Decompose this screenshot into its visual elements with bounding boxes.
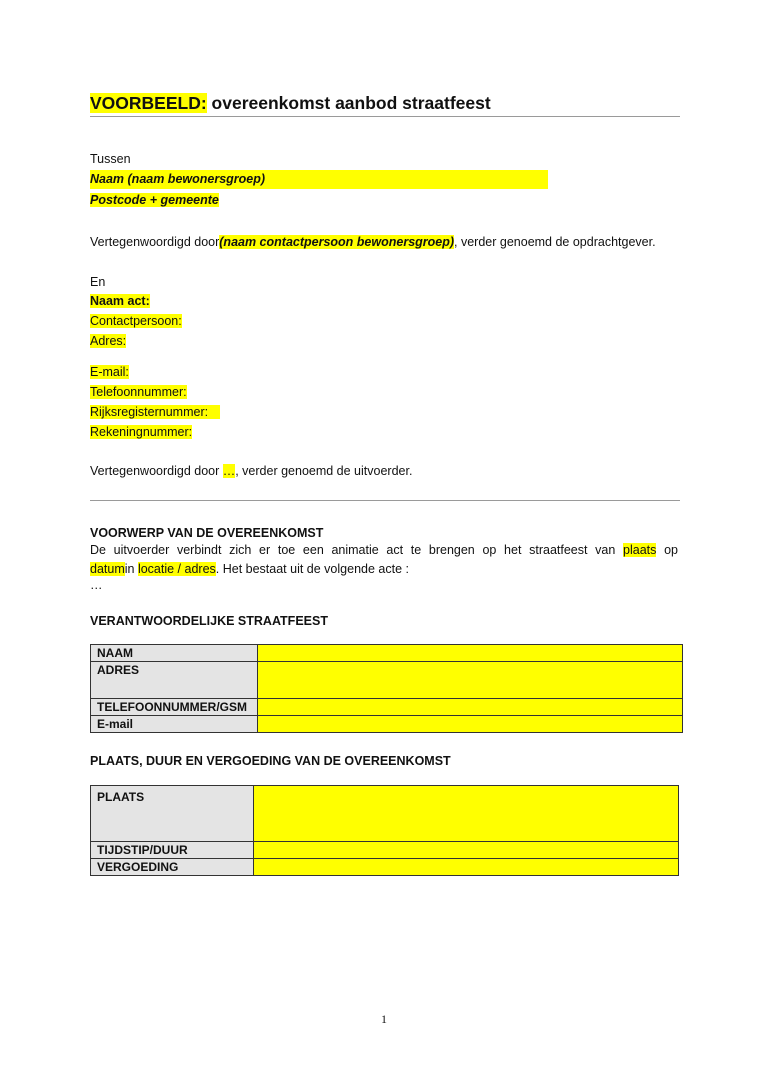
address-field: Adres: (90, 334, 127, 348)
contact-field: Contactpersoon: (90, 314, 182, 328)
and-label: En (90, 275, 106, 289)
name-value-cell[interactable] (258, 645, 683, 662)
phone-field: Telefoonnummer: (90, 385, 187, 399)
responsible-table (90, 644, 683, 733)
place-field: plaats (623, 543, 657, 557)
table-row (91, 662, 683, 699)
between-label: Tussen (90, 152, 131, 166)
represented-by-line-2: Vertegenwoordigd door …, verder genoemd de uitvoerder. (90, 464, 413, 478)
postal-city-field: Postcode + gemeente (90, 193, 219, 207)
responsible-heading: VERANTWOORDELIJKE STRAATFEEST (90, 614, 328, 628)
place-value-cell[interactable] (254, 786, 679, 842)
title-text: overeenkomst aanbod straatfeest (206, 93, 491, 113)
represented-by-line: Vertegenwoordigd door(naam contactpersoon bewonersgroep), verder genoemd de opdrachtgever. (90, 235, 656, 249)
subject-line-2: datumin locatie / adres. Het bestaat uit de volgende acte : (90, 562, 409, 576)
table-label: TELEFOONNUMMER/GSM (91, 699, 258, 716)
subject-line-3: … (90, 578, 103, 592)
title-divider (90, 116, 680, 117)
section-divider (90, 500, 680, 501)
fee-value-cell[interactable] (254, 859, 679, 876)
subject-line-1: De uitvoerder verbindt zich er toe een animatie act te brengen op het straatfeest van plaats op (90, 543, 678, 557)
contact-person-field: (naam contactpersoon bewonersgroep) (219, 235, 455, 249)
table-row (91, 699, 683, 716)
place-duration-table (90, 785, 679, 876)
subject-heading: VOORWERP VAN DE OVEREENKOMST (90, 526, 324, 540)
national-register-field: Rijksregisternummer: (90, 403, 220, 422)
table-row (91, 842, 679, 859)
account-field: Rekeningnummer: (90, 425, 193, 439)
email-value-cell[interactable] (258, 716, 683, 733)
email-field: E-mail: (90, 365, 129, 379)
location-field: locatie / adres (137, 562, 216, 576)
table-row (91, 716, 683, 733)
table-row (91, 786, 679, 842)
table-label: NAAM (91, 645, 258, 662)
executor-rep-field: … (222, 464, 236, 478)
place-duration-heading: PLAATS, DUUR EN VERGOEDING VAN DE OVEREENKOMST (90, 754, 451, 768)
document-title (90, 91, 491, 115)
phone-value-cell[interactable] (258, 699, 683, 716)
title-prefix: VOORBEELD: (90, 93, 207, 113)
act-name-field: Naam act: (90, 294, 150, 308)
table-label: E-mail (91, 716, 258, 733)
date-field: datum (90, 562, 125, 576)
group-name-field: Naam (naam bewonersgroep) (90, 170, 548, 189)
time-duration-value-cell[interactable] (254, 842, 679, 859)
table-label: TIJDSTIP/DUUR (91, 842, 254, 859)
table-label: ADRES (91, 662, 258, 699)
table-label: PLAATS (91, 786, 254, 842)
table-row (91, 645, 683, 662)
table-label: VERGOEDING (91, 859, 254, 876)
page-number: 1 (381, 1012, 387, 1026)
table-row (91, 859, 679, 876)
address-value-cell[interactable] (258, 662, 683, 699)
